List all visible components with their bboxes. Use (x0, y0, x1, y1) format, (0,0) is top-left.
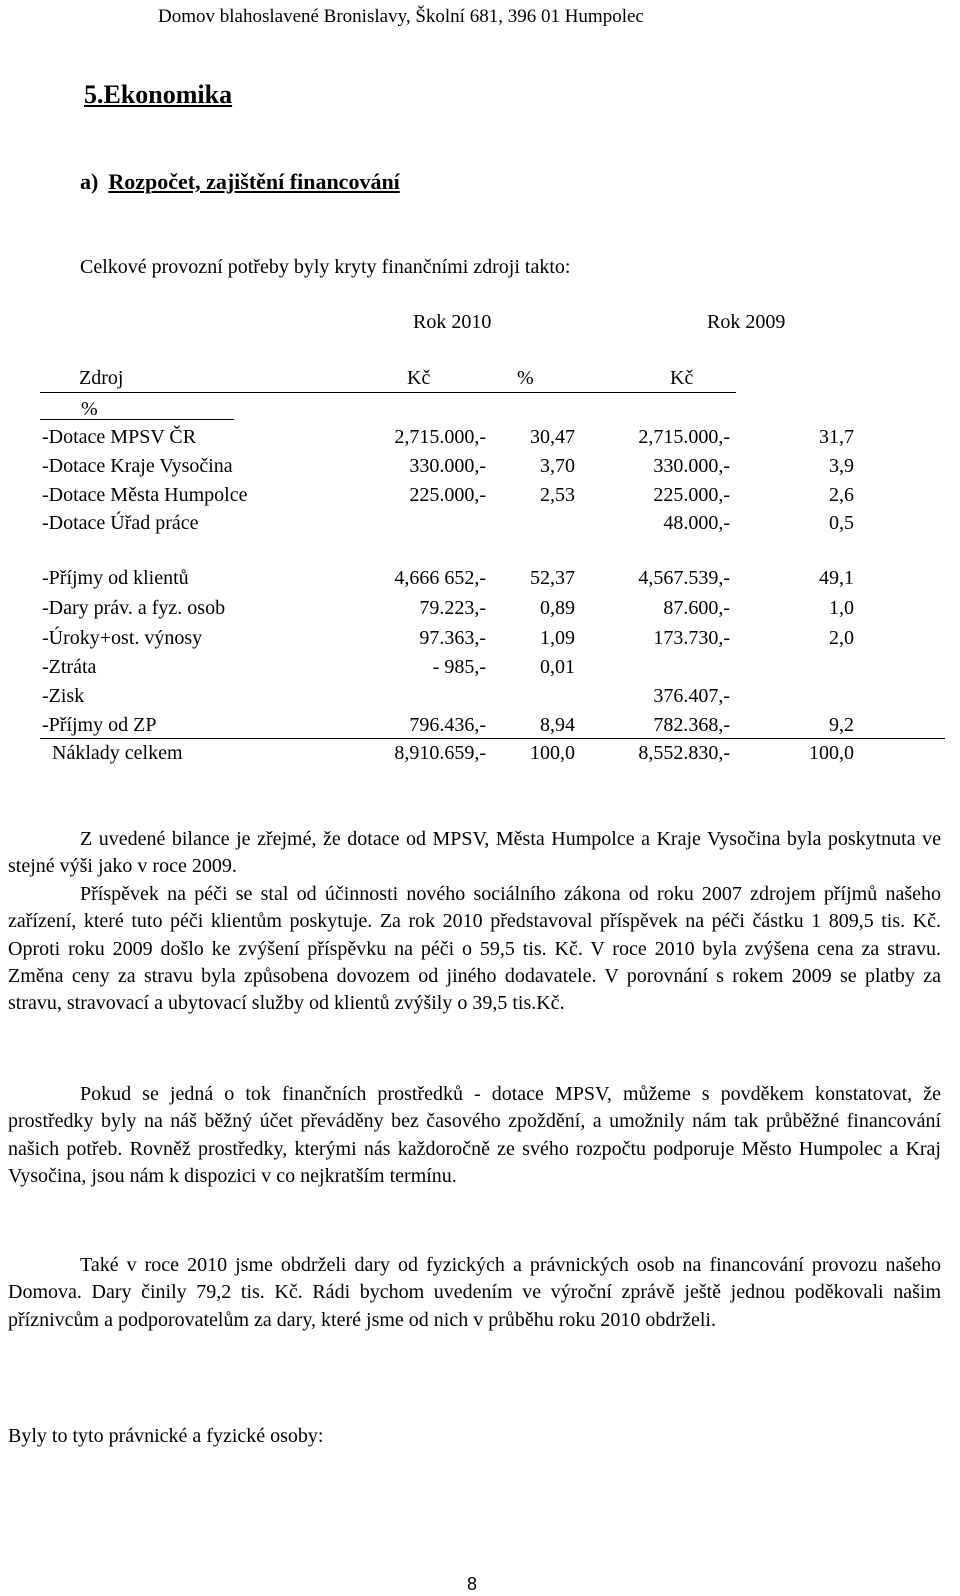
table-row (0, 596, 960, 626)
row-kc-2010: 4,666 652,- (394, 567, 486, 589)
row-kc-2010: - 985,- (432, 656, 486, 678)
row-kc-2009: 782.368,- (653, 714, 730, 736)
total-separator (40, 738, 945, 739)
row-source: -Zisk (42, 685, 85, 707)
row-kc-2010: 796.436,- (409, 714, 486, 736)
paragraph-4: Také v roce 2010 jsme obdrželi dary od fyzických a právnických osob na financování provozu našeho Domova. Dary činily 79,2 tis. Kč. Rádi bychom uvedením ve výroční zprávě ještě jednou poděkovali našim příznivcům a podporovatelům za dary, které jsme od nich v průběhu roku 2010 obdrželi. (8, 1254, 941, 1331)
year-2009-label: Rok 2009 (707, 311, 786, 333)
row-kc-2010: 330.000,- (409, 455, 486, 477)
header-pct-2010: % (517, 367, 534, 389)
paragraph-2: Příspěvek na péči se stal od účinnosti nového sociálního zákona od roku 2007 zdrojem příjmů našeho zařízení, které tuto péči klientům poskytuje. Za rok 2010 představoval příspěvek na péči částku 1 809,5 tis. Kč. Oproti roku 2009 došlo ke zvýšení příspěvku na péči o 59,5 tis. Kč. V roce 2010 byla zvýšena cena za stravu. Změna ceny za stravu byla způsobena dovozem od jiného dodavatele. V porovnání s rokem 2009 se platby za stravu, stravovací a ubytovací služby od klientů zvýšily o 39,5 tis.Kč. (8, 883, 941, 1015)
page-number: 8 (467, 1574, 478, 1594)
row-kc-2009: 330.000,- (653, 455, 730, 477)
total-pct-2010: 100,0 (530, 742, 575, 764)
row-kc-2010: 2,715.000,- (394, 426, 486, 448)
row-source: -Ztráta (42, 656, 97, 678)
subsection-title: Rozpočet, zajištění financování (108, 169, 400, 194)
row-pct-2010: 3,70 (540, 455, 575, 477)
row-pct-2010: 0,01 (540, 656, 575, 678)
row-kc-2009: 173.730,- (653, 627, 730, 649)
header-underline-2 (40, 419, 234, 420)
row-kc-2009: 225.000,- (653, 484, 730, 506)
table-row (0, 684, 960, 714)
row-kc-2010: 225.000,- (409, 484, 486, 506)
intro-text: Celkové provozní potřeby byly kryty finančními zdroji takto: (80, 256, 571, 278)
year-2010-label: Rok 2010 (413, 311, 492, 333)
row-source: -Dotace Města Humpolce (42, 484, 248, 506)
total-kc-2009: 8,552.830,- (638, 742, 730, 764)
closing-text: Byly to tyto právnické a fyzické osoby: (8, 1425, 324, 1447)
row-pct-2010: 2,53 (540, 484, 575, 506)
table-row (0, 425, 960, 455)
total-source: Náklady celkem (52, 742, 183, 764)
page-header: Domov blahoslavené Bronislavy, Školní 681, 396 01 Humpolec (158, 6, 644, 27)
row-source: -Dotace Úřad práce (42, 512, 199, 534)
total-pct-2009: 100,0 (809, 742, 854, 764)
row-source: -Příjmy od ZP (42, 714, 157, 736)
subsection-marker: a) (80, 169, 99, 194)
row-kc-2009: 87.600,- (663, 597, 730, 619)
row-source: -Dary práv. a fyz. osob (42, 597, 226, 619)
paragraph-3: Pokud se jedná o tok finančních prostředků - dotace MPSV, můžeme s povděkem konstatovat, že prostředky byly na náš běžný účet převáděny bez časového zpoždění, a umožnily nám tak průběžné financování našich potřeb. Rovněž prostředky, kterými nás každoročně ze svého rozpočtu podporuje Město Humpolec a Kraj Vysočina, jsou nám k dispozici v co nejkratším termínu. (8, 1083, 941, 1187)
paragraph-1: Z uvedené bilance je zřejmé, že dotace od MPSV, Města Humpolce a Kraje Vysočina byla poskytnuta ve stejné výši jako v roce 2009. (8, 828, 941, 878)
row-kc-2010: 97.363,- (419, 627, 486, 649)
row-source: -Dotace Kraje Vysočina (42, 455, 233, 477)
row-source: -Úroky+ost. výnosy (42, 627, 203, 649)
table-row (0, 566, 960, 596)
row-pct-2010: 52,37 (530, 567, 575, 589)
row-pct-2009: 2,0 (829, 627, 854, 649)
header-underline (40, 392, 736, 393)
row-pct-2009: 49,1 (819, 567, 854, 589)
subsection-heading (80, 170, 400, 194)
row-kc-2009: 4,567.539,- (638, 567, 730, 589)
total-kc-2010: 8,910.659,- (394, 742, 486, 764)
section-title: 5.Ekonomika (84, 80, 233, 109)
row-pct-2010: 1,09 (540, 627, 575, 649)
row-pct-2009: 1,0 (829, 597, 854, 619)
row-pct-2009: 3,9 (829, 455, 854, 477)
row-pct-2009: 0,5 (829, 512, 854, 534)
header-kc-2010: Kč (407, 367, 431, 389)
table-total-row (0, 741, 960, 771)
row-kc-2009: 376.407,- (653, 685, 730, 707)
row-pct-2010: 0,89 (540, 597, 575, 619)
row-kc-2010: 79.223,- (419, 597, 486, 619)
row-pct-2010: 8,94 (540, 714, 575, 736)
table-row (0, 483, 960, 513)
row-pct-2009: 31,7 (819, 426, 854, 448)
row-pct-2010: 30,47 (530, 426, 575, 448)
row-source: -Příjmy od klientů (42, 567, 189, 589)
row-kc-2009: 2,715.000,- (638, 426, 730, 448)
header-source: Zdroj (79, 367, 124, 389)
table-row (0, 655, 960, 685)
row-pct-2009: 2,6 (829, 484, 854, 506)
table-row (0, 511, 960, 541)
row-source: -Dotace MPSV ČR (42, 426, 197, 448)
row-kc-2009: 48.000,- (663, 512, 730, 534)
header-kc-2009: Kč (670, 367, 694, 389)
table-row (0, 626, 960, 656)
header-pct-2009: % (81, 398, 98, 420)
row-pct-2009: 9,2 (829, 714, 854, 736)
table-row (0, 454, 960, 484)
